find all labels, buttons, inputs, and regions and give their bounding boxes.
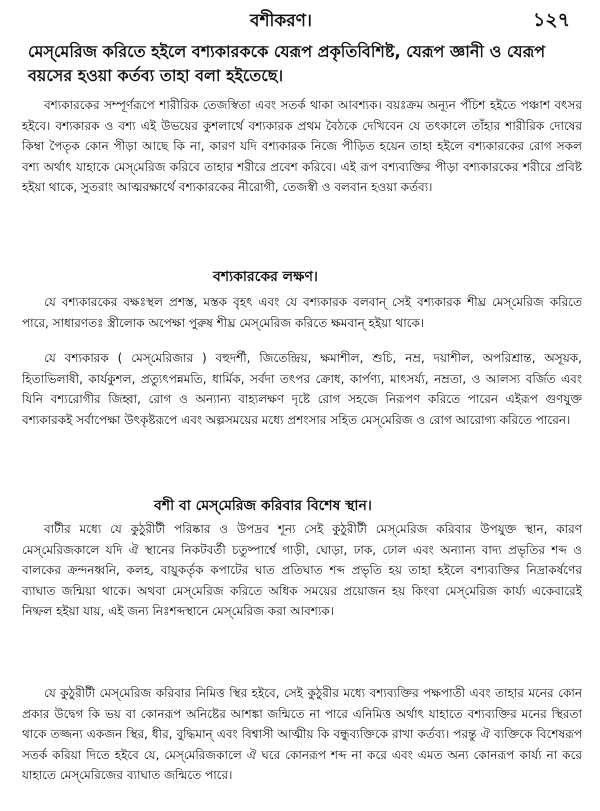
paragraph-room: বাটীর মধ্যে যে কুঠুরীটী পরিষ্কার ও উপদ্রব শূন্য সেই কুঠুরীটী মেস্‌মেরিজ করিবার উপযুক্ত স্থান, কারণ মেস্‌মেরিজকালে যদি ঐ স্থানের নিকটবর্তী চতুষ্পার্শ্বে গাড়ী, ঘোড়া, ঢাক, ঢোল এবং অন্যান্য বাদ্য প্রভৃতির শব্দ ও বালকের ক্রন্দনধ্বনি, কলহ, বায়ুকর্তৃক কপাটের ঘাত প্রতিঘাত শব্দ প্রভৃতি হয় তাহা হইলে বশ্যব্যক্তির নিদ্রাকর্ষণের ব্যাঘাত জন্মিয়া থাকে। অথবা মেস্‌মেরিজ করিতে অধিক সময়ের প্রয়োজন হয় কিংবা মেস্‌মেরিজ কার্য্য একেবারেই নিষ্ফল হইয়া যায়, এই জন্য নিঃশব্দস্থানে মেস্‌মেরিজ করা আবশ্যক। bbox=[22, 522, 582, 618]
section-heading-special-place: বশী বা মেস্‌মেরিজ করিবার বিশেষ স্থান। bbox=[154, 498, 372, 514]
paragraph-requirements: বশ্যকারকের সম্পূর্ণরূপে শারীরিক তেজস্বিতা এবং সতর্ক থাকা আবশ্যক। বয়ঃক্রম অন্যূন পঁচিশ হইতে পঞ্চাশ বৎসর হইবে। বশ্যকারক ও বশ্য এই উভয়ের কুশলার্থে বশ্যকারক প্রথম বৈঠকে দেখিবেন যে তৎকালে তাঁহার শারীরিক দোষের কিম্বা পৈতৃক কোন পীড়া আছে কি না, কারণ যদি বশ্যকারক নিজে পীড়িত হয়েন তাহা হইলে বশ্যকারকের রোগ সকল বশ্য অর্থাৎ যাহাকে মেস্‌মেরিজ করিবে তাহার শরীরে প্রবেশ করিবে। এই রূপ বশ্যব্যক্তির পীড়া বশ্যকারকের শরীরে প্রবিষ্ট হইয়া থাকে, সুতরাং আত্মরক্ষার্থে বশ্যকারকের নীরোগী, তেজস্বী ও বলবান হওয়া কর্তব্য। bbox=[22, 98, 582, 194]
section-heading-characteristics: বশ্যকারকের লক্ষণ। bbox=[213, 269, 318, 285]
paragraph-physique: যে বশ্যকারকের বক্ষঃস্থল প্রশস্ত, মস্তক বৃহৎ এবং যে বশ্যকারক বলবান্‌ সেই বশ্যকারক শীঘ্র মেস্‌মেরিজ করিতে পারে, সাধারণতঃ স্ত্রীলোক অপেক্ষা পুরুষ শীঘ্র মেস্‌মেরিজ করিতে ক্ষমবান্‌ হইয়া থাকে। bbox=[22, 295, 582, 330]
paragraph-virtues: যে বশ্যকারক ( মেস্‌মেরিজার ) বহুদর্শী, জিতেন্দ্রিয়, ক্ষমাশীল, শুচি, নম্র, দয়াশীল, অপরিশ্রান্ত, অসূয়ক, হিতাভিলাষী, কার্যকুশল, প্রত্যুৎপন্নমতি, ধার্মিক, সর্বদা তৎপর ক্রোধ, কার্পণ্য, মাৎসর্য্য, নম্রতা, ও আলস্য বর্জিত এবং যিনি বশ্যরোগীর জিহ্বা, রোগ ও অন্যান্য বাহ্যলক্ষণ দৃষ্টে রোগ সহজে নিরূপণ করিতে পারেন এইরূপ গুণযুক্ত বশ্যকারকই সর্বাপেক্ষা উৎকৃষ্টরূপে এবং অল্পসময়ের মধ্যে প্রশংসার সহিত মেস্‌মেরিজ ও রোগ আরোগ্য করিতে পারেন। bbox=[22, 351, 582, 427]
page-number: ১২৭ bbox=[532, 9, 570, 31]
running-header-title: বশীকরণ। bbox=[250, 11, 312, 31]
paragraph-companion: যে কুঠুরীটী মেস্‌মেরিজ করিবার নিমিত্ত স্থির হইবে, সেই কুঠুরীর মধ্যে বশ্যব্যক্তির পক্ষপাতী এবং তাহার মনের কোন প্রকার উদ্বেগ কি ভয় বা কোনরূপ অনিষ্টের আশঙ্কা জন্মিতে না পারে এনিমিত্ত অর্থাৎ যাহাতে বশ্যব্যক্তির মনের স্থিরতা থাকে তজ্জন্য একজন স্থির, ধীর, বুদ্ধিমান্‌ এবং বিশ্বাসী আত্মীয় কি বন্ধুব্যক্তিকে রাখা কর্তব্য। পরন্তু ঐ ব্যক্তিকে বিশেষরূপ সতর্ক করিয়া দিতে হইবে যে, মেস্‌মেরিজকালে ঐ ঘরে কোনরূপ শব্দ না করে এবং এমত অন্য কোনরূপ কার্য্য না করে যাহাতে মেস্‌মেরিজের ব্যাঘাত জন্মিতে পারে। bbox=[22, 686, 582, 782]
lead-heading: মেস্‌মেরিজ করিতে হইলে বশ্যকারককে যেরূপ প্রকৃতিবিশিষ্ট, যেরূপ জ্ঞানী ও যেরূপ বয়সের হওয়া কর্তব্য তাহা বলা হইতেছে। bbox=[28, 42, 546, 85]
